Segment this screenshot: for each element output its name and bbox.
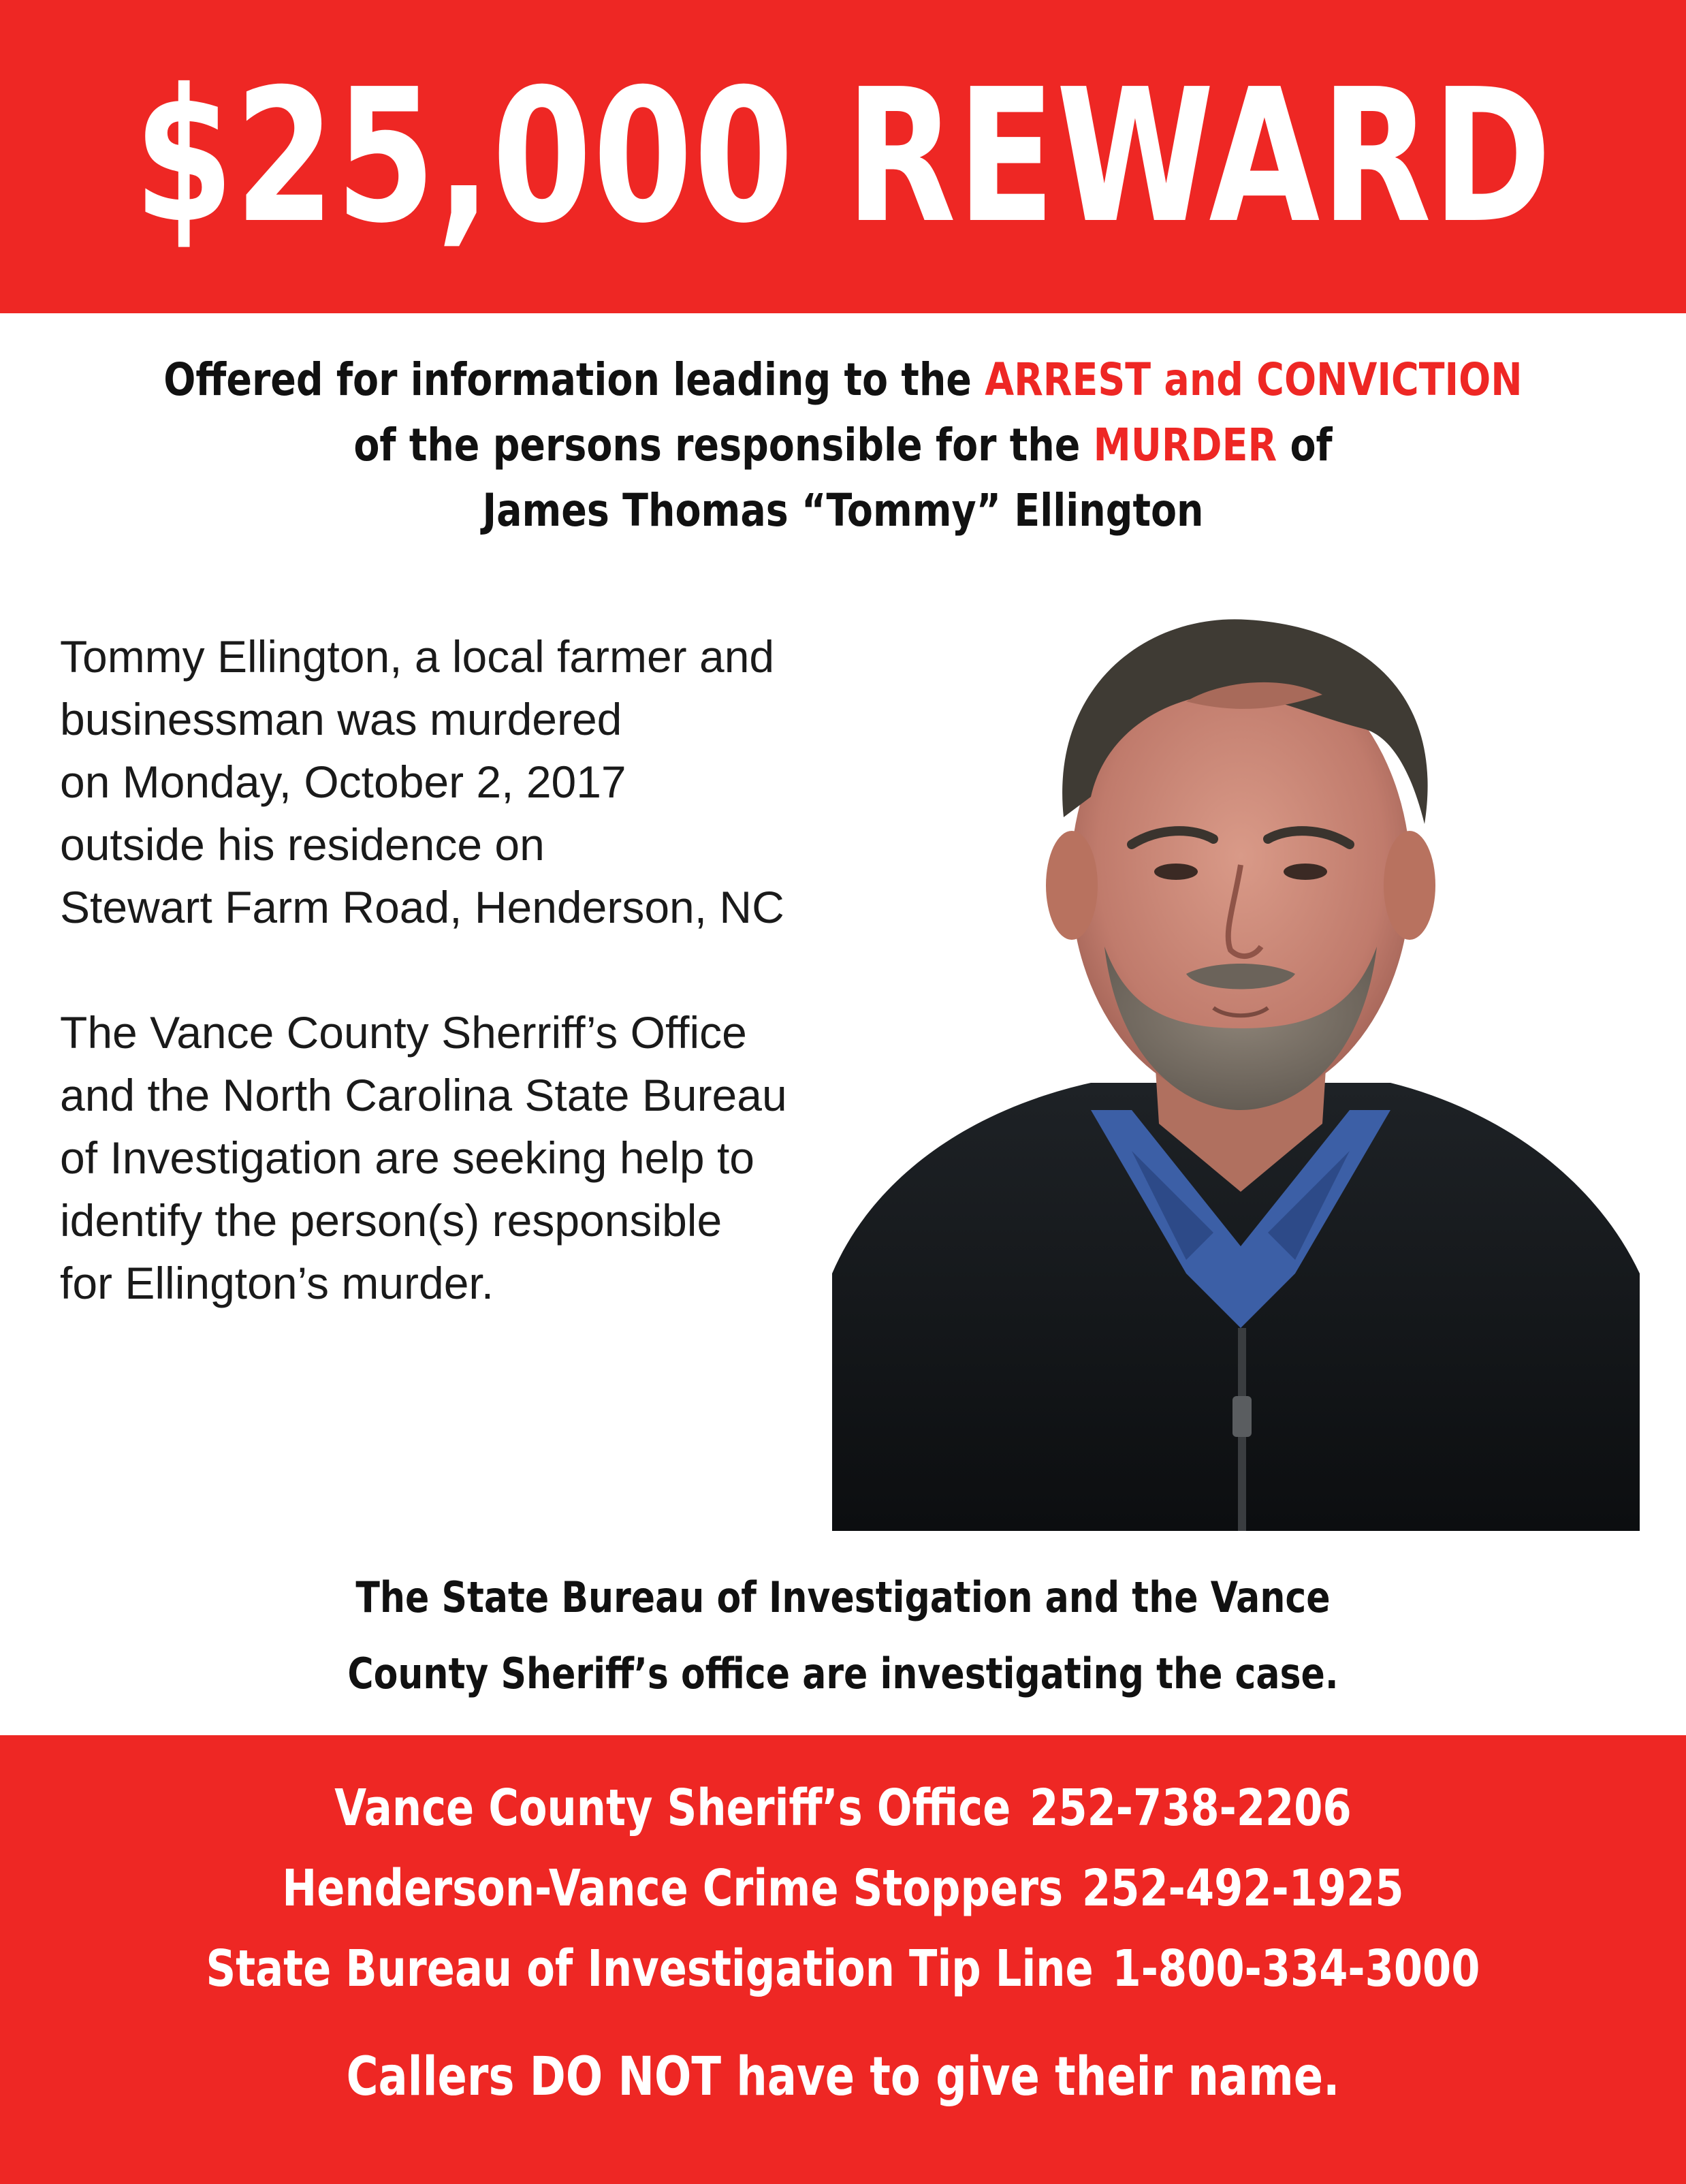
sheriff-phone: 252-738-2206 [1030,1779,1352,1837]
murder-highlight: MURDER [1093,419,1277,471]
case-description [60,625,877,1377]
contact-sbi-tip-line: State Bureau of Investigation Tip Line 1-800-334-3000 [206,1940,1480,1998]
contact-sheriff: Vance County Sheriff’s Office 252-738-2206 [334,1779,1352,1837]
reward-headline: $25,000 REWARD [133,49,1553,264]
sbi-tip-line-phone: 1-800-334-3000 [1112,1940,1480,1998]
contact-list [0,1735,1686,2009]
victim-name: James Thomas “Tommy” Ellington [482,484,1204,537]
reward-banner [0,0,1686,313]
arrest-conviction-highlight: ARREST and CONVICTION [985,353,1523,406]
intro-line-1: Offered for information leading to the ARREST and CONVICTION [163,353,1523,406]
contact-crime-stoppers: Henderson-Vance Crime Stoppers 252-492-1925 [282,1859,1404,1918]
victim-photo [832,592,1640,1531]
description-paragraph-1: Tommy Ellington, a local farmer and businessman was murdered on Monday, October 2, 2017 outside his residence on Stewart Farm Road, Henderson, NC [60,631,784,932]
description-paragraph-2: The Vance County Sherriff’s Office and the North Carolina State Bureau of Investigation are seeking help to identify the person(s) responsible for Ellington’s murder. [60,1007,787,1308]
intro-line-2: of the persons responsible for the MURDER of [353,419,1333,471]
intro-statement [0,347,1686,543]
crime-stoppers-phone: 252-492-1925 [1081,1859,1404,1918]
contact-banner [0,1735,1686,2184]
investigation-note: The State Bureau of Investigation and the Vance County Sheriff’s office are investigating the case. [347,1572,1339,1698]
anonymous-notice: Callers DO NOT have to give their name. [346,2046,1340,2108]
